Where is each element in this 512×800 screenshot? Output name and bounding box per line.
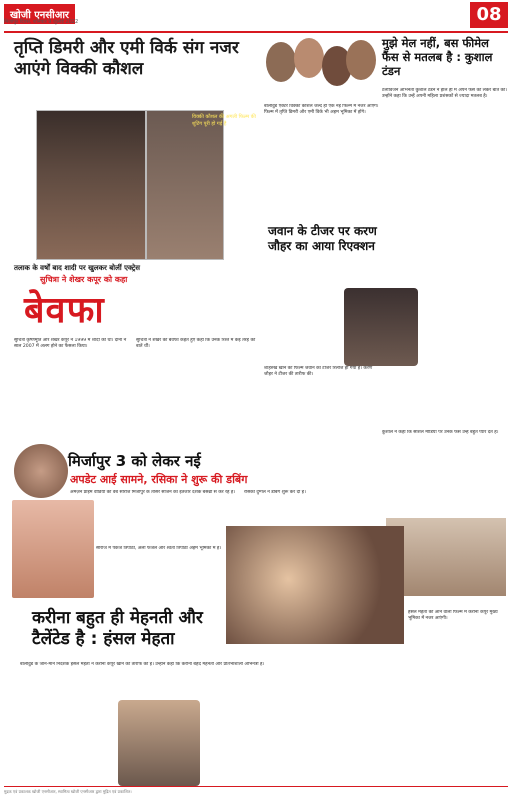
mirzapur-subheadline: अपडेट आई सामने, रसिका ने शुरू की डबिंग [70,473,248,486]
mirzapur-body-column: रसिका दुग्गल ने डबिंग शुरू कर दी है। [244,490,306,495]
director-portrait [118,700,200,786]
dateline: मिर्जापुर दिवस, शनिवार 9 जुलाई 2022 [4,19,79,25]
body-column: सुचित्रा ने शेखर को बेवफा कहते हुए कहा कि उनके रिश्ते में कई तरह की बातें थीं। [136,338,256,350]
body-column: सुचित्रा कृष्णमूर्ति और शेखर कपूर ने 1999 में शादी की थी। दोनों ने साल 2007 में अलग होने का फैसला किया। [14,338,127,350]
hansal-headline: करीना बहुत ही मेहनती और टैलेंटेड है : हंसल मेहता [32,608,203,649]
cast-photo [294,38,324,78]
masthead-rule [4,31,508,33]
cast-photo [346,40,376,80]
couple-photo [36,110,146,260]
mirzapur-headline: मिर्जापुर 3 को लेकर नई [68,452,201,470]
masthead [0,0,512,30]
side-headline: मुझे मेल नहीं, बस फीमेल फैंस से मतलब है : कुशाल टंडन [382,36,493,78]
kjo-body-column: शाहरुख खान की फिल्म जवान का टीजर रिलीज हो गया है। करण जौहर ने टीजर की तारीफ की। [264,366,373,378]
actress-photo [12,500,94,598]
kjo-headline: जवान के टीजर पर करण जौहर का आया रिएक्शन [268,224,377,253]
story-subtag: सुचित्रा ने शेखर कपूर को कहा [40,275,128,284]
mirzapur-body-column: सीरीज में पंकज त्रिपाठी, अली फजल और श्वेता त्रिपाठी अहम भूमिका में हैं। [96,546,222,551]
mirzapur-body-column: अमेज़न प्राइम वीडियो की वेब सीरीज मिर्जापुर के तीसरे सीजन का इंतजार दर्शक बेसब्री से कर रहे हैं। [70,490,236,495]
photo-caption: विक्की कौशल की अगली फिल्म की शूटिंग पूरी हो गई है [192,114,256,127]
side-body-column: टेलीविजन अभिनेता कुशाल टंडन ने हाल ही में अपने फैंस को लेकर बात की। उन्होंने कहा कि उन्हें अपनी महिला प्रशंसकों से ज्यादा मतलब है। [382,88,507,100]
couple-photo-right [146,110,224,260]
page-number: 08 [470,2,508,28]
body-column: बॉलीवुड एक्टर विक्की कौशल जल्द ही एक नई फिल्म में नजर आएंगे। फिल्म में तृप्ति डिमरी और एमी विर्क भी अहम भूमिका में होंगे। [264,104,379,116]
big-headline-word: बेवफा [24,290,105,331]
main-headline: तृप्ति डिमरी और एमी विर्क संग नजर आएंगे विक्की कौशल [14,38,239,79]
story-tagline: तलाक के वर्षों बाद शादी पर खुलकर बोलीं एक्ट्रेस [14,264,141,272]
hansal-body-column: बॉलीवुड के जाने-माने निर्देशक हंसल मेहता ने करीना कपूर खान की तारीफ की है। उन्होंने कहा कि करीना बेहद मेहनती और प्रतिभाशाली अभिनेत्री हैं। [20,662,265,667]
actress-circle-photo [14,444,68,498]
director-photo [344,288,418,366]
side-body-column: कुशाल ने कहा कि सोशल मीडिया पर उनके फैंस उन्हें बहुत प्यार देते हैं। [382,430,499,435]
hansal-side-column: हंसल मेहता की आने वाली फिल्म में करीना कपूर मुख्य भूमिका में नजर आएंगी। [408,610,498,622]
cast-thumbnails [266,38,376,102]
imprint-footer: मुद्रक एवं प्रकाशक खोजी एनसीआर, स्वामित्व खोजी एनसीआर द्वारा मुद्रित एवं प्रकाशित। [4,786,508,795]
brand-name: खोजी एनसीआर [4,4,75,24]
stars-photo [226,526,404,644]
cast-photo [266,42,296,82]
